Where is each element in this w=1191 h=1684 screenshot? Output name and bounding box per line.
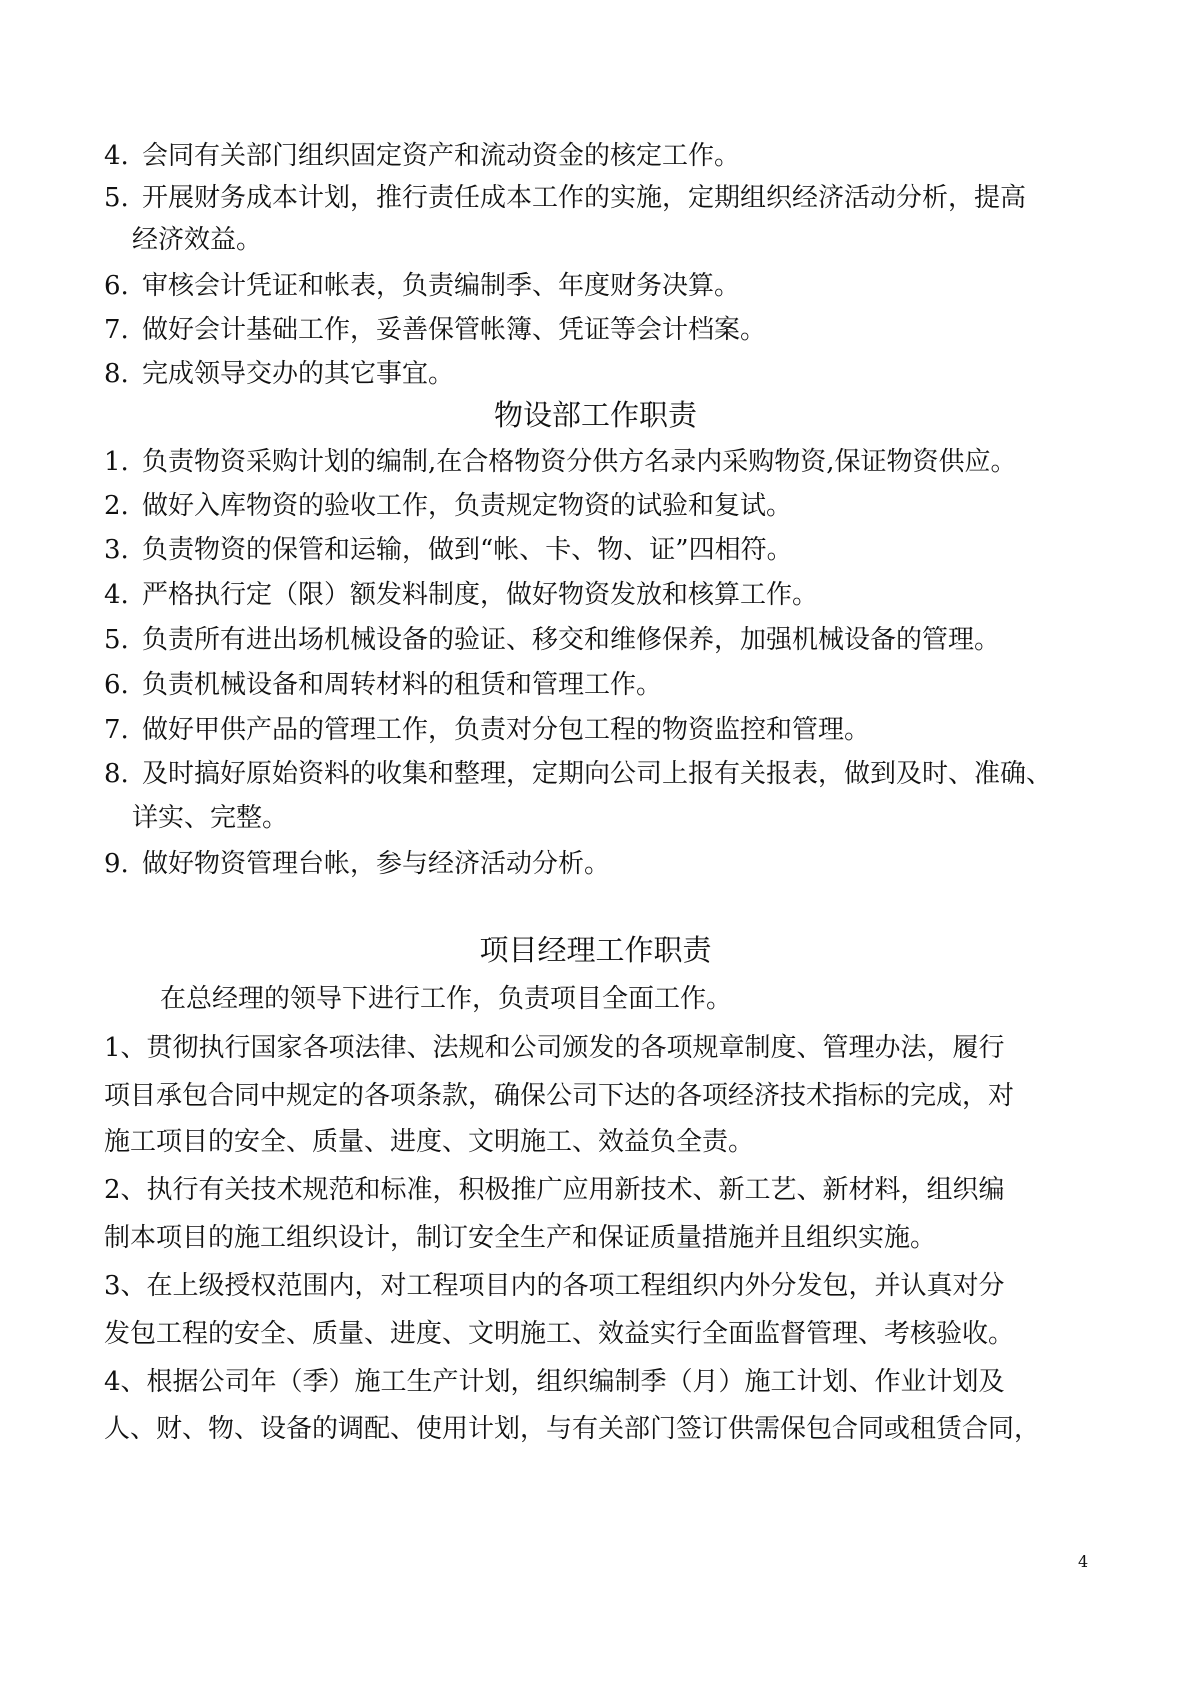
paragraph-line: 4、根据公司年（季）施工生产计划，组织编制季（月）施工计划、作业计划及 — [104, 1367, 1005, 1397]
page-number: 4 — [1078, 1552, 1089, 1571]
list-item: 5. 开展财务成本计划，推行责任成本工作的实施，定期组织经济活动分析，提高 — [104, 183, 1027, 213]
paragraph-line: 1、贯彻执行国家各项法律、法规和公司颁发的各项规章制度、管理办法，履行 — [104, 1033, 1005, 1063]
list-item: 5. 负责所有进出场机械设备的验证、移交和维修保养，加强机械设备的管理。 — [104, 625, 1001, 655]
list-item-continuation: 详实、完整。 — [132, 803, 289, 833]
intro-paragraph: 在总经理的领导下进行工作，负责项目全面工作。 — [160, 984, 733, 1014]
section-title: 项目经理工作职责 — [479, 933, 712, 967]
paragraph-line: 人、财、物、设备的调配、使用计划，与有关部门签订供需保包合同或租赁合同， — [104, 1414, 1041, 1444]
list-item: 1. 负责物资采购计划的编制,在合格物资分供方名录内采购物资,保证物资供应。 — [104, 447, 1017, 477]
list-item: 8. 完成领导交办的其它事宜。 — [104, 359, 455, 389]
section-title: 物设部工作职责 — [493, 398, 697, 432]
paragraph-line: 2、执行有关技术规范和标准，积极推广应用新技术、新工艺、新材料，组织编 — [104, 1175, 1005, 1205]
list-item: 2. 做好入库物资的验收工作，负责规定物资的试验和复试。 — [104, 491, 793, 521]
paragraph-line: 项目承包合同中规定的各项条款，确保公司下达的各项经济技术指标的完成，对 — [104, 1081, 1015, 1111]
paragraph-line: 3、在上级授权范围内，对工程项目内的各项工程组织内外分发包，并认真对分 — [104, 1271, 1005, 1301]
list-item: 8. 及时搞好原始资料的收集和整理，定期向公司上报有关报表，做到及时、准确、 — [104, 759, 1053, 789]
paragraph-line: 发包工程的安全、质量、进度、文明施工、效益实行全面监督管理、考核验收。 — [104, 1319, 1015, 1349]
list-item: 9. 做好物资管理台帐，参与经济活动分析。 — [104, 849, 611, 879]
list-item: 6. 负责机械设备和周转材料的租赁和管理工作。 — [104, 670, 663, 700]
paragraph-line: 制本项目的施工组织设计，制订安全生产和保证质量措施并且组织实施。 — [104, 1223, 937, 1253]
list-item: 7. 做好甲供产品的管理工作，负责对分包工程的物资监控和管理。 — [104, 715, 871, 745]
list-item: 3. 负责物资的保管和运输，做到“帐、卡、物、证”四相符。 — [104, 535, 793, 565]
list-item: 4. 会同有关部门组织固定资产和流动资金的核定工作。 — [104, 141, 741, 171]
list-item: 6. 审核会计凭证和帐表，负责编制季、年度财务决算。 — [104, 271, 741, 301]
paragraph-line: 施工项目的安全、质量、进度、文明施工、效益负全责。 — [104, 1127, 755, 1157]
list-item: 7. 做好会计基础工作，妥善保管帐簿、凭证等会计档案。 — [104, 315, 767, 345]
list-item: 4. 严格执行定（限）额发料制度，做好物资发放和核算工作。 — [104, 580, 819, 610]
list-item-continuation: 经济效益。 — [132, 225, 263, 255]
